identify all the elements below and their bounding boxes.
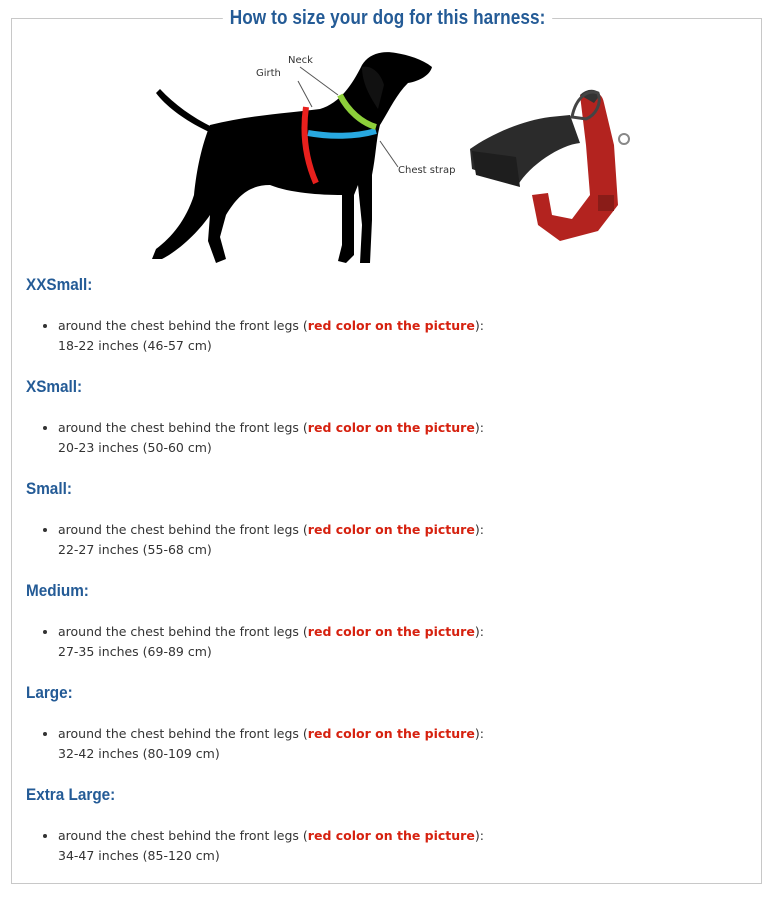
highlight-text: red color on the picture	[307, 420, 475, 435]
highlight-text: red color on the picture	[307, 522, 475, 537]
measurement-item: around the chest behind the front legs (red color on the picture): 20-23 inches (50-60 cm)	[26, 418, 484, 458]
highlight-text: red color on the picture	[307, 828, 475, 843]
size-section-extra-large	[26, 784, 746, 886]
highlight-text: red color on the picture	[307, 318, 475, 333]
girth-label: Girth	[256, 68, 281, 79]
highlight-text: red color on the picture	[307, 624, 475, 639]
size-section-large	[26, 682, 746, 784]
size-heading: Large:	[26, 683, 73, 702]
measurement-item: around the chest behind the front legs (red color on the picture): 32-42 inches (80-109 cm)	[26, 724, 484, 764]
size-heading: Medium:	[26, 581, 89, 600]
measurement-item: around the chest behind the front legs (red color on the picture): 22-27 inches (55-68 cm)	[26, 520, 484, 560]
size-range: 34-47 inches (85-120 cm)	[58, 848, 220, 863]
sizing-legend	[0, 6, 775, 30]
measurement-item: around the chest behind the front legs (red color on the picture): 34-47 inches (85-120 cm)	[26, 826, 484, 866]
size-range: 22-27 inches (55-68 cm)	[58, 542, 212, 557]
sizing-illustration	[140, 45, 660, 270]
measurement-item: around the chest behind the front legs (red color on the picture): 18-22 inches (46-57 cm)	[26, 316, 484, 356]
dog-silhouette	[152, 52, 432, 263]
size-range: 27-35 inches (69-89 cm)	[58, 644, 212, 659]
size-heading: XSmall:	[26, 377, 83, 396]
size-section-medium	[26, 580, 746, 682]
dog-harness-diagram	[140, 45, 660, 270]
highlight-text: red color on the picture	[307, 726, 475, 741]
size-heading: Extra Large:	[26, 785, 116, 804]
size-range: 32-42 inches (80-109 cm)	[58, 746, 220, 761]
chest-strap-label: Chest strap	[398, 165, 456, 176]
size-section-xsmall	[26, 376, 746, 478]
size-heading: XXSmall:	[26, 275, 93, 294]
size-heading: Small:	[26, 479, 72, 498]
harness-photo	[470, 90, 629, 241]
size-section-xxsmall	[26, 274, 746, 376]
neck-label: Neck	[288, 55, 313, 66]
size-list	[26, 274, 746, 886]
size-range: 20-23 inches (50-60 cm)	[58, 440, 212, 455]
measurement-item: around the chest behind the front legs (red color on the picture): 27-35 inches (69-89 cm)	[26, 622, 484, 662]
size-range: 18-22 inches (46-57 cm)	[58, 338, 212, 353]
size-section-small	[26, 478, 746, 580]
page-title: How to size your dog for this harness:	[223, 6, 553, 30]
